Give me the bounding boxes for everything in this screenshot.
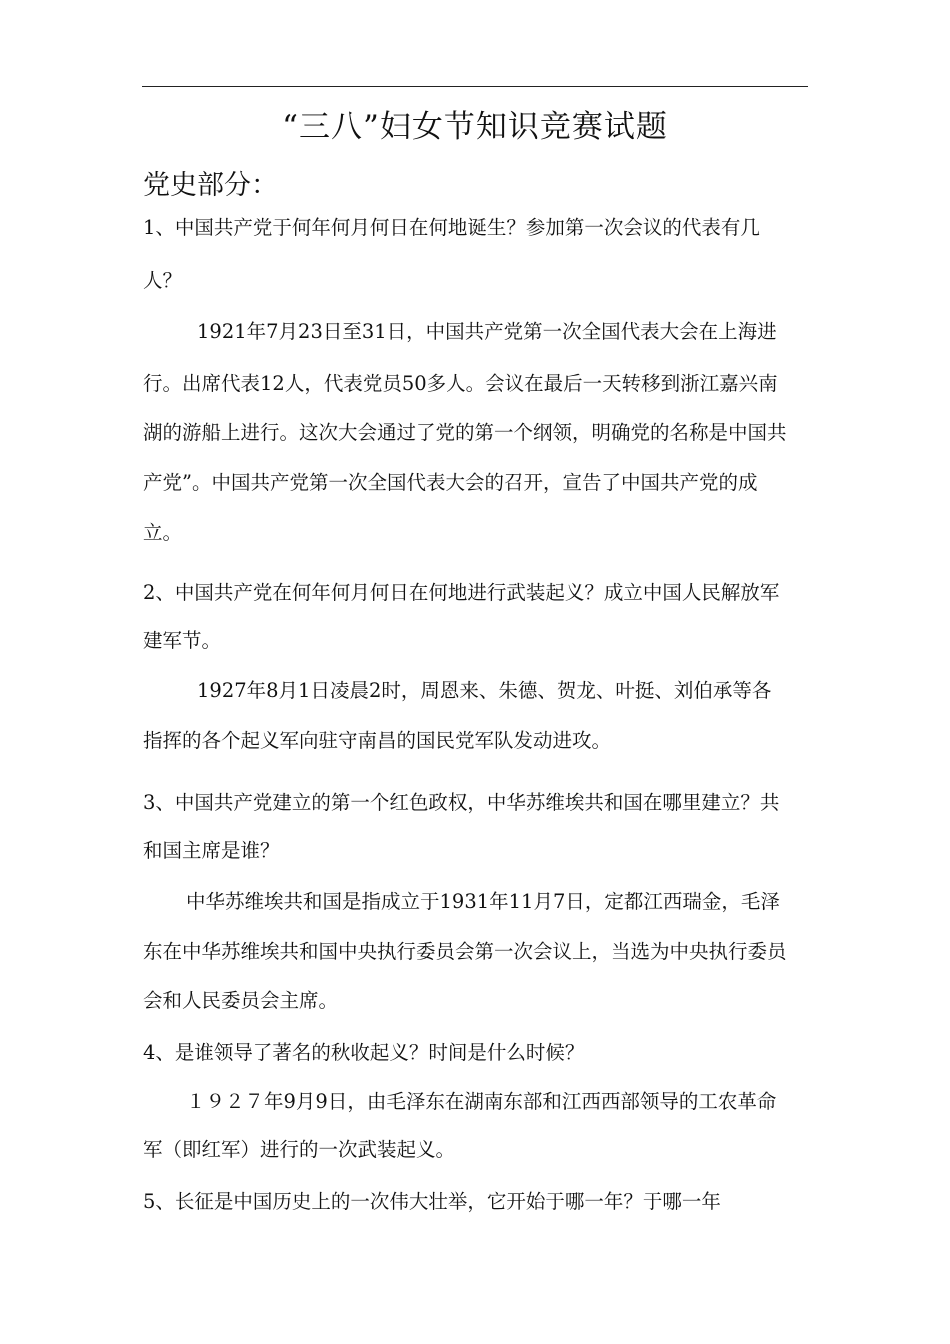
- answer-2-line-2: 指挥的各个起义军向驻守南昌的国民党军队发动进攻。: [143, 729, 612, 752]
- answer-4-line-1: １９２７年9月9日，由毛泽东在湖南东部和江西西部领导的工农革命: [186, 1090, 777, 1113]
- document-title: “三八”妇女节知识竞赛试题: [282, 109, 668, 145]
- question-1-line-2: 人？: [143, 269, 183, 292]
- question-5-line-1: 5、长征是中国历史上的一次伟大壮举，它开始于哪一年？于哪一年: [143, 1190, 721, 1213]
- answer-3-line-1: 中华苏维埃共和国是指成立于1931年11月7日，定都江西瑞金，毛泽: [186, 890, 780, 913]
- answer-1-line-2: 行。出席代表12人，代表党员50多人。会议在最后一天转移到浙江嘉兴南: [143, 372, 778, 395]
- question-4-line-1: 4、是谁领导了著名的秋收起义？时间是什么时候？: [143, 1041, 585, 1064]
- question-2-line-1: 2、中国共产党在何年何月何日在何地进行武装起义？成立中国人民解放军: [143, 581, 780, 604]
- section-heading: 党史部分：: [143, 170, 278, 201]
- answer-1-line-3: 湖的游船上进行。这次大会通过了党的第一个纲领，明确党的名称是中国共: [143, 421, 787, 444]
- question-1-line-1: 1、中国共产党于何年何月何日在何地诞生？参加第一次会议的代表有几: [143, 216, 760, 239]
- answer-1-line-5: 立。: [143, 521, 183, 544]
- question-3-line-2: 和国主席是谁？: [143, 839, 280, 862]
- header-rule: [142, 86, 808, 87]
- question-3-line-1: 3、中国共产党建立的第一个红色政权，中华苏维埃共和国在哪里建立？共: [143, 791, 780, 814]
- answer-2-line-1: 1927年8月1日凌晨2时，周恩来、朱德、贺龙、叶挺、刘伯承等各: [197, 679, 772, 702]
- answer-1-line-1: 1921年7月23日至31日，中国共产党第一次全国代表大会在上海进: [197, 320, 777, 343]
- answer-1-line-4: 产党”。中国共产党第一次全国代表大会的召开，宣告了中国共产党的成: [143, 471, 758, 494]
- answer-3-line-3: 会和人民委员会主席。: [143, 989, 339, 1012]
- answer-4-line-2: 军（即红军）进行的一次武装起义。: [143, 1138, 456, 1161]
- answer-3-line-2: 东在中华苏维埃共和国中央执行委员会第一次会议上，当选为中央执行委员: [143, 940, 787, 963]
- question-2-line-2: 建军节。: [143, 629, 222, 652]
